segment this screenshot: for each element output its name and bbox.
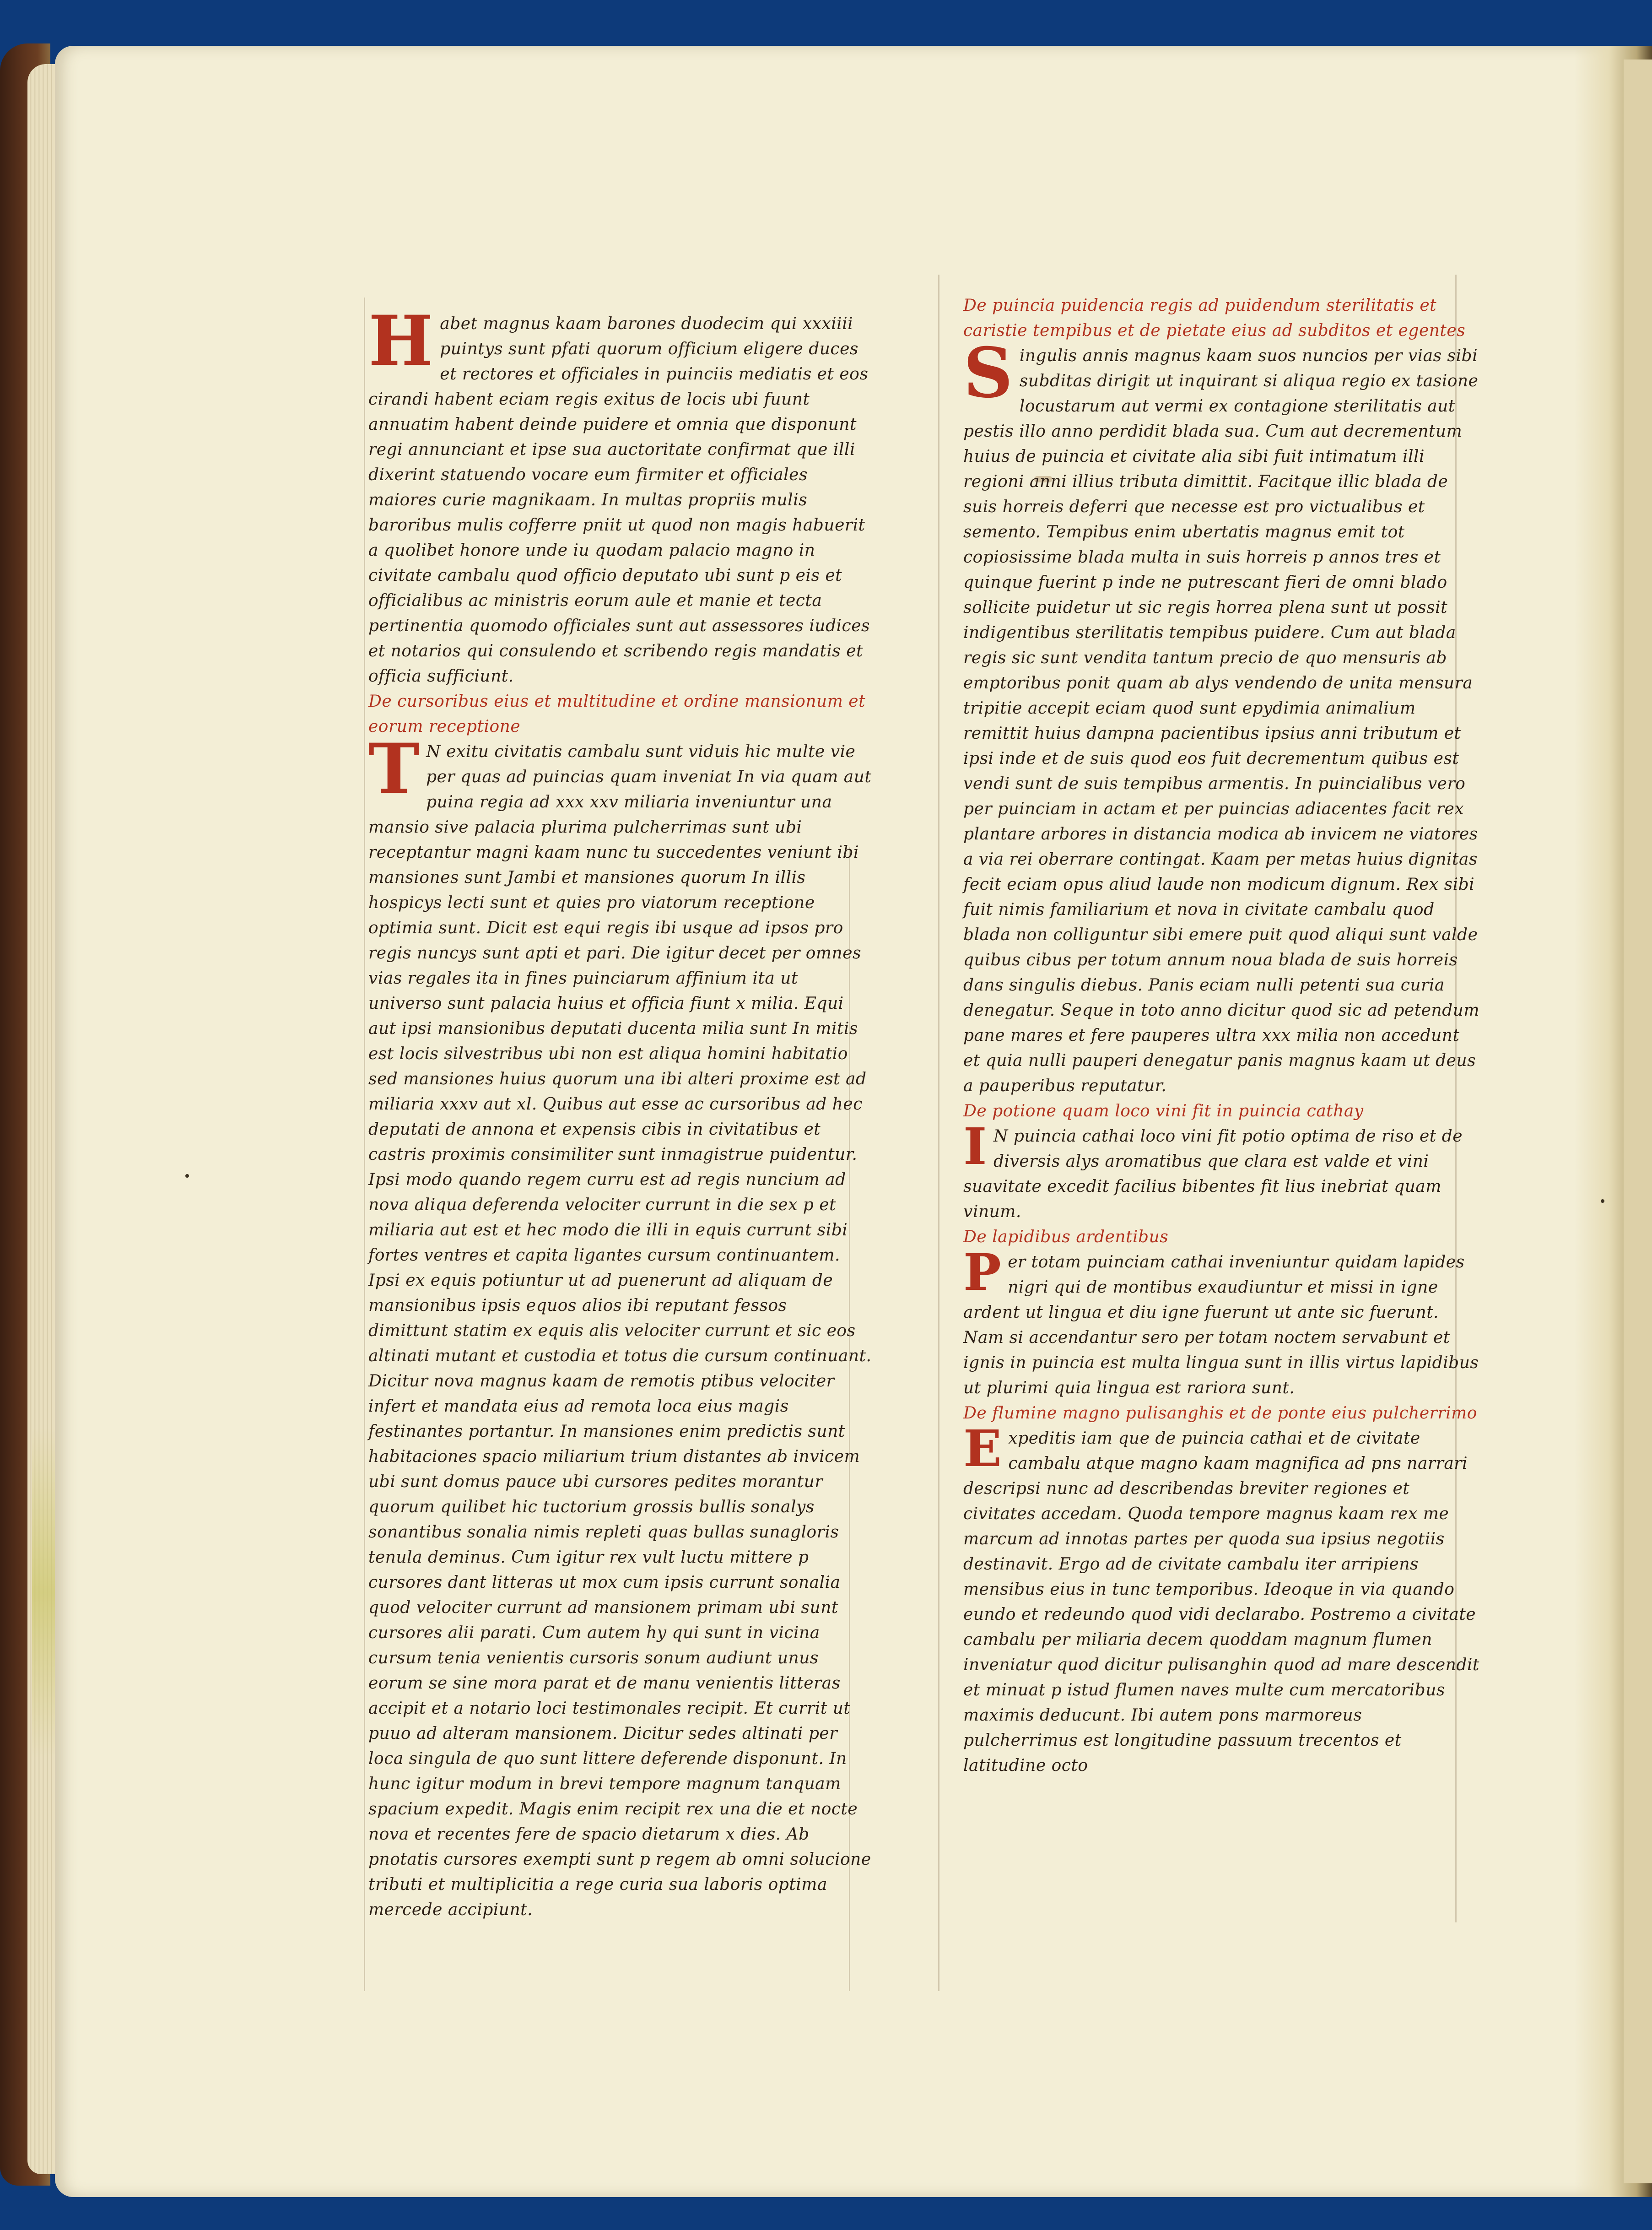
section-paragraph [963,1401,1480,1778]
rubric-heading: De puincia puidencia regis ad puidendum sterilitatis et caristie tempibus et de pietate eius ad subditos et egentes [963,296,1466,340]
body-text: N exitu civitatis cambalu sunt viduis hic multe vie per quas ad puincias quam inveniat In via quam aut puina regia ad xxx xxv miliaria inveniuntur una mansio sive palacia plurima pulcherrimas sunt ubi receptantur magni kaam nunc tu succedentes veniunt ibi mansiones sunt Jambi et mansiones quorum In illis hospicys lecti sunt et quies pro viatorum receptione optimia sunt. Dicit est equi regis ibi usque ad ipsos pro regis nuncys sunt apti et pari. Die igitur decet per omnes vias regales ita in fines puinciarum affinium ita ut universo sunt palacia huius et officia fiunt x milia. Equi aut ipsi mansionibus deputati ducenta milia sunt In mitis est locis silvestribus ubi non est aliqua homini habitatio sed mansiones huius quorum una ibi alteri proxime est ad miliaria xxxv aut xl. Quibus aut esse ac cursoribus ad hec deputati de annona et expensis cibis in civitatibus et castris proximis consimiliter sunt inmagistrue puidentur. Ipsi modo quando regem curru est ad regis nuncium ad nova aliqua deferenda velociter currunt in die sex p et miliaria aut est et hec modo die illi in equis currunt sibi fortes ventres et capita ligantes cursum continuantem. Ipsi ex equis potiuntur ut ad puenerunt ad aliquam de mansionibus ipsis equos alios ibi reputant fessos dimittunt statim ex equis alis velociter currunt et sic eos altinati mutant et custodia et totus die cursum continuant. Dicitur nova magnus kaam de remotis ptibus velociter infert et mandata eius ad remota loca eius magis festinantes portantur. In mansiones enim predictis sunt habitaciones spacio miliarium trium distantes ab invicem ubi sunt domus pauce ubi cursores pedites morantur quorum quilibet hic tuctorium grossis bullis sonalys sonantibus sonalia nimis repleti quas bullas sunagloris tenula deminus. Cum igitur rex vult luctu mittere p cursores dant litteras ut mox cum ipsis currunt sonalia quod velociter currunt ad mansionem primam ubi sunt cursores alii parati. Cum autem hy qui sunt in vicina cursum tenia venientis cursoris sonum audiunt unus eorum se sine mora parat et de manu venientis litteras accipit et a notario loci testimonales recipit. Et currit ut puuo ad alteram mansionem. Dicitur sedes altinati per loca singula de quo sunt littere deferende disponunt. In hunc igitur modum in brevi tempore magnum tanquam spacium expedit. Magis enim recipit rex una die et nocte nova et recentes fere de spacio dietarum x dies. Ab pnotatis cursores exempti sunt p regem ab omni solucione tributi et multiplicitia a rege curia sua laboris optima mercede accipiunt. [368,742,872,1919]
section-paragraph [963,293,1480,1099]
rubric-heading: De lapidibus ardentibus [963,1228,1169,1246]
facing-page-edge [1624,60,1652,2183]
body-text: er totam puinciam cathai inveniuntur quidam lapides nigri qui de montibus exaudiuntur et missi in igne ardent ut lingua et diu igne fuerunt ut ante sic fuerunt. Nam si accendantur sero per totam noctem servabunt et ignis in puincia est multa lingua sunt in illis virtus lapidibus ut plurimi quia lingua est rariora sunt. [963,1253,1479,1397]
right-text-column [963,293,1480,1778]
margin-mark [1601,1199,1604,1203]
decorated-initial: P [963,1243,1002,1302]
ruling-line-left [364,298,365,1991]
decorated-initial: T [368,729,420,809]
body-text: abet magnus kaam barones duodecim qui xxxiiii puintys sunt pfati quorum officium eligere duces et rectores et officiales in puinciis mediatis et eos cirandi habent eciam regis exitus de locis ubi fuunt annuatim habent deinde puidere et omnia que disponunt regi annunciant et ipse sua auctoritate confirmat que illi dixerint statuendo vocare eum firmiter et officiales maiores curie magnikaam. In multas propriis mulis baroribus mulis cofferre pniit ut quod non magis habuerit a quolibet honore unde iu quodam palacio magno in civitate cambalu quod officio deputato ubi sunt p eis et officialibus ac ministris eorum aule et manie et tecta pertinentia quomodo officiales sunt aut assessores iudices et notarios qui consulendo et scribendo regis mandatis et officia sufficiunt. [368,314,870,686]
rubric-heading: De potione quam loco vini fit in puincia cathay [963,1102,1364,1120]
rubric-heading: De cursoribus eius et multitudine et ordine mansionum et eorum receptione [368,692,866,736]
decorated-initial: S [963,333,1013,413]
body-text: ingulis annis magnus kaam suos nuncios per vias sibi subditas dirigit ut inquirant si aliqua regio ex tasione locustarum aut vermi ex contagione sterilitatis aut pestis illo anno perdidit blada sua. Cum aut decrementum huius de puincia et civitate alia sibi fuit intimatum illi regioni anni illius tributa dimittit. Facitque illic blada de suis horreis deferri que necesse est pro victualibus et semento. Tempibus enim ubertatis magnus emit tot copiosissime blada multa in suis horreis p annos tres et quinque fuerint p inde ne putrescant fieri de omni blado sollicite puidetur ut sic regis horrea plena sunt ut possit indigentibus sterilitatis tempibus puidere. Cum aut blada regis sic sunt vendita tantum precio de quo mensuris ab emptoribus ponit quam ab alys vendendo de unita mensura tripitie accepit eciam quod sunt epydimia animalium remittit huius dampna pacientibus ipsius anni tributum et ipsi inde et de suis quod eos fuit decrementum quibus est vendi sunt de suis tempibus armentis. In puincialibus vero per puinciam in actam et per puincias adiacentes facit rex plantare arbores in distancia modica ab invicem ne viatores a via rei oberrare contingat. Kaam per metas huius dignitas fecit eciam opus aliud laude non modicum dignum. Rex sibi fuit nimis familiarium et nova in civitate cambalu quod blada non colliguntur sibi emere puit quod aliqui sunt valde quibus cibus per totum annum noua blada de suis horreis dans singulis diebus. Panis eciam nulli petenti sua curia denegatur. Seque in toto anno dicitur quod sic ad petendum pane mares et fere pauperes ultra xxx milia non accedunt et quia nulli pauperi denegatur panis magnus kaam ut deus a pauperibus reputatur. [963,346,1480,1095]
ruling-line-middle-b [938,275,939,1991]
section-paragraph [368,689,872,1922]
body-text: N puincia cathai loco vini fit potio optima de riso et de diversis alys aromatibus que clara est valde et vini suavitate excedit facilius bibentes fit lius inebriat quam vinum. [963,1127,1463,1221]
rubric-heading: De flumine magno pulisanghis et de ponte eius pulcherrimo [963,1404,1477,1423]
decorated-initial: H [368,301,434,381]
left-text-column [368,301,872,1922]
margin-mark [185,1174,189,1178]
section-paragraph [368,301,872,689]
decorated-initial: I [963,1117,987,1176]
section-paragraph [963,1224,1480,1401]
section-paragraph [963,1099,1480,1224]
decorated-initial: E [963,1419,1002,1478]
body-text: xpeditis iam que de puincia cathai et de civitate cambalu atque magno kaam magnifica ad pns narrari descripsi nunc ad describendas breviter regiones et civitates accedam. Quoda tempore magnus kaam rex me marcum ad innotas partes per quoda sua ipsius negotiis destinavit. Ergo ad de civitate cambalu iter arripiens mensibus eius in tunc temporibus. Ideoque in via quando eundo et redeundo quod vidi declarabo. Postremo a civitate cambalu per miliaria decem quoddam magnum flumen inveniatur quod dicitur pulisanghin quod ad mare descendit et minuat p istud flumen naves multe cum mercatoribus maximis deducunt. Ibi autem pons marmoreus pulcherrimus est longitudine passuum trecentos et latitudine octo [963,1429,1479,1775]
